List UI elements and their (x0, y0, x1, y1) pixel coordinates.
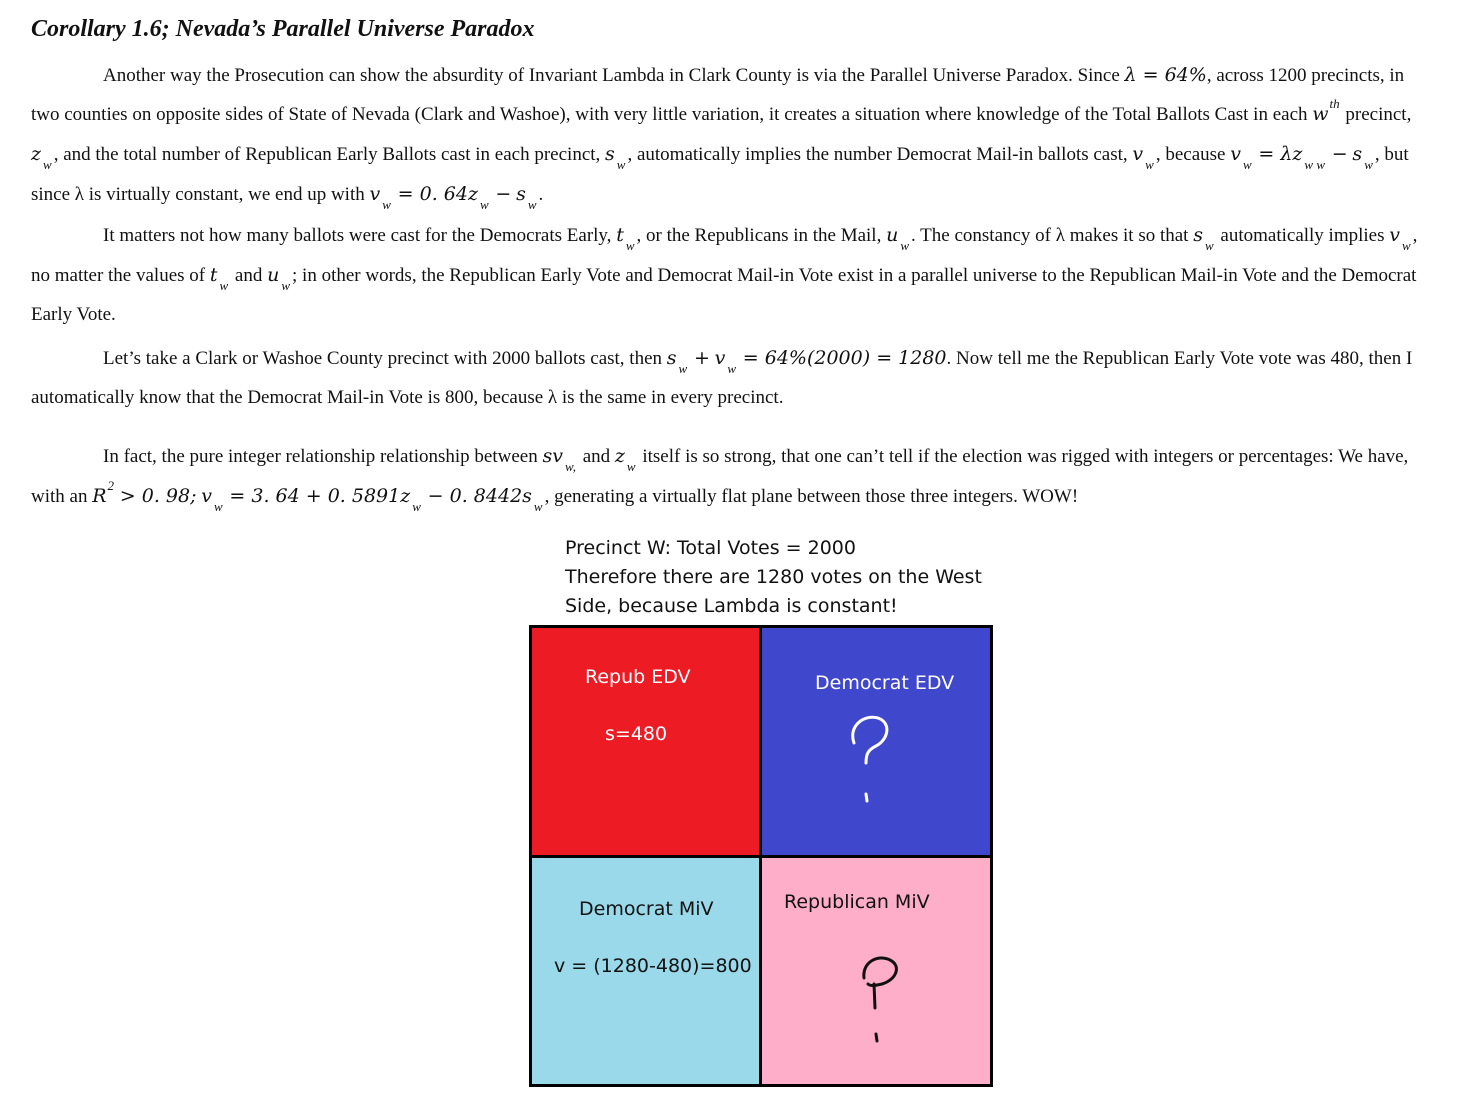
equals-lambda: = λ (1258, 143, 1293, 165)
z-symbol: z (31, 143, 42, 165)
p2-text-f: and (234, 265, 263, 286)
republican-miv-quadrant (759, 855, 993, 1087)
u-symbol: u (886, 224, 899, 246)
u-symbol: u (267, 264, 280, 286)
subscript-w-w: w w (1304, 157, 1325, 172)
equals-064: = 0. 64 (397, 183, 468, 205)
p1-text-a: Another way the Prosecution can show the absurdity of Invariant Lambda in Clark County is via the Parallel Universe Paradox. Since (103, 65, 1120, 86)
s-symbol: s (1352, 143, 1363, 165)
subscript-w: w (1145, 157, 1154, 172)
s-symbol: s (1193, 224, 1203, 246)
v-symbol: v (1389, 224, 1400, 246)
z-symbol: z (614, 445, 625, 467)
s-symbol: s (542, 445, 553, 467)
v-symbol: v (552, 445, 563, 467)
subscript-w: w (479, 197, 489, 212)
z-symbol: z (467, 183, 478, 205)
z-symbol: z (1292, 143, 1303, 165)
p1-text-b: , across 1200 precincts, in two counties on opposite sides of State of Nevada (Clark and Washoe), with very little variation, it creates a situation where knowledge of the Total Ballots Cast in each (31, 65, 1405, 125)
p1-text-e: , automatically implies the number Democrat Mail-in ballots cast, (627, 144, 1128, 165)
democrat-miv-quadrant (529, 855, 762, 1087)
paragraph-1 (31, 56, 1431, 215)
and-word: and (582, 446, 611, 467)
t-symbol: t (616, 224, 624, 246)
s-symbol: s (605, 143, 615, 165)
corollary-heading: Corollary 1.6; Nevada’s Parallel Universe Paradox (31, 16, 535, 42)
s-symbol: s (522, 485, 532, 507)
question-mark-icon (852, 948, 912, 1048)
p2-text-a: It matters not how many ballots were cast for the Democrats Early, (103, 225, 612, 246)
subscript-w: w (533, 499, 543, 514)
minus-sign: − (1331, 143, 1348, 165)
p3-text-a: Let’s take a Clark or Washoe County precinct with 2000 ballots cast, then (103, 348, 663, 369)
subscript-w: w (616, 157, 626, 172)
subscript-w: w (382, 197, 391, 212)
diagram-caption (565, 534, 1005, 621)
period: . (538, 184, 544, 205)
v-symbol: v (714, 347, 726, 369)
subscript-w: w (678, 361, 688, 376)
equals-1280: = 64%(2000) = 1280 (742, 347, 947, 369)
caption-line-1: Precinct W: Total Votes = 2000 (565, 537, 856, 559)
question-mark-icon (842, 708, 902, 808)
repub-edv-quadrant (529, 625, 762, 858)
regression-equation: = 3. 64 + 0. 5891 (229, 485, 401, 507)
p2-text-c: . The constancy of λ makes it so that (911, 225, 1189, 246)
subscript-w: w (625, 238, 635, 253)
subscript-w: w (1204, 238, 1214, 253)
lambda-64-formula: λ = 64% (1124, 64, 1207, 86)
p4-text-c: , generating a virtually flat plane between those three integers. WOW! (544, 486, 1079, 507)
t-symbol: t (209, 264, 218, 286)
subscript-w: w (219, 278, 229, 293)
p4-text-a: In fact, the pure integer relationship relationship between (103, 446, 538, 467)
republican-miv-title: Republican MiV (784, 891, 930, 913)
democrat-edv-title: Democrat EDV (815, 672, 955, 694)
p1-text-c: precinct, (1345, 104, 1412, 125)
subscript-w: w (626, 459, 636, 474)
minus-sign: − (495, 183, 512, 205)
th-superscript: th (1329, 96, 1340, 111)
s-symbol: s (666, 347, 677, 369)
subscript-w: w (1364, 157, 1373, 172)
subscript-w: w (213, 499, 223, 514)
p3-text-b: . Now tell me the Republican Early Vote vote was 480, then I automatically know that the Democrat Mail-in Vote is 800, because λ is the same in every precinct. (31, 348, 1413, 408)
caption-line-3: Side, because Lambda is constant! (565, 595, 898, 617)
v-symbol: v (1230, 143, 1241, 165)
subscript-w-comma: w, (564, 459, 576, 474)
subscript-w: w (1242, 157, 1252, 172)
w-symbol: w (1312, 103, 1329, 125)
greater-than-098: > 0. 98; (119, 485, 197, 507)
democrat-miv-title: Democrat MiV (579, 898, 714, 920)
p2-text-b: , or the Republicans in the Mail, (636, 225, 882, 246)
democrat-edv-quadrant (759, 625, 993, 858)
r-symbol: R (92, 485, 107, 507)
subscript-w: w (527, 197, 537, 212)
caption-line-2: Therefore there are 1280 votes on the West (565, 566, 982, 588)
paragraph-2 (31, 216, 1431, 334)
subscript-w: w (1402, 238, 1411, 253)
v-symbol: v (369, 183, 381, 205)
v-symbol: v (1132, 143, 1144, 165)
democrat-miv-value: v = (1280-480)=800 (554, 955, 752, 977)
regression-minus-term: − 0. 8442 (427, 485, 523, 507)
p2-text-e: , no matter the values of (31, 225, 1418, 286)
subscript-w: w (281, 278, 291, 293)
p1-text-g: , but since λ is virtually constant, we end up with (31, 144, 1409, 205)
subscript-w: w (900, 238, 910, 253)
vote-quadrant-diagram (529, 625, 993, 1087)
repub-edv-value: s=480 (605, 723, 668, 745)
p2-text-g: ; in other words, the Republican Early Vote and Democrat Mail-in Vote exist in a parallel universe to the Republican Mail-in Vote and the Democrat Early Vote. (31, 265, 1417, 325)
subscript-w: w (412, 499, 421, 514)
squared-superscript: 2 (107, 478, 115, 493)
v-symbol: v (201, 485, 212, 507)
p1-text-f: , because (1155, 144, 1226, 165)
subscript-w: w (727, 361, 737, 376)
p2-text-d: automatically implies (1220, 225, 1385, 246)
repub-edv-title: Repub EDV (585, 666, 691, 688)
p4-text-b: itself is so strong, that one can’t tell if the election was rigged with integers or percentages: We have, with an (31, 446, 1409, 507)
subscript-w: w (43, 157, 52, 172)
paragraph-4 (31, 437, 1431, 517)
p1-text-d: , and the total number of Republican Early Ballots cast in each precinct, (53, 144, 601, 165)
s-symbol: s (516, 183, 526, 205)
plus-sign: + (693, 347, 710, 369)
z-symbol: z (400, 485, 411, 507)
paragraph-3 (31, 339, 1431, 417)
